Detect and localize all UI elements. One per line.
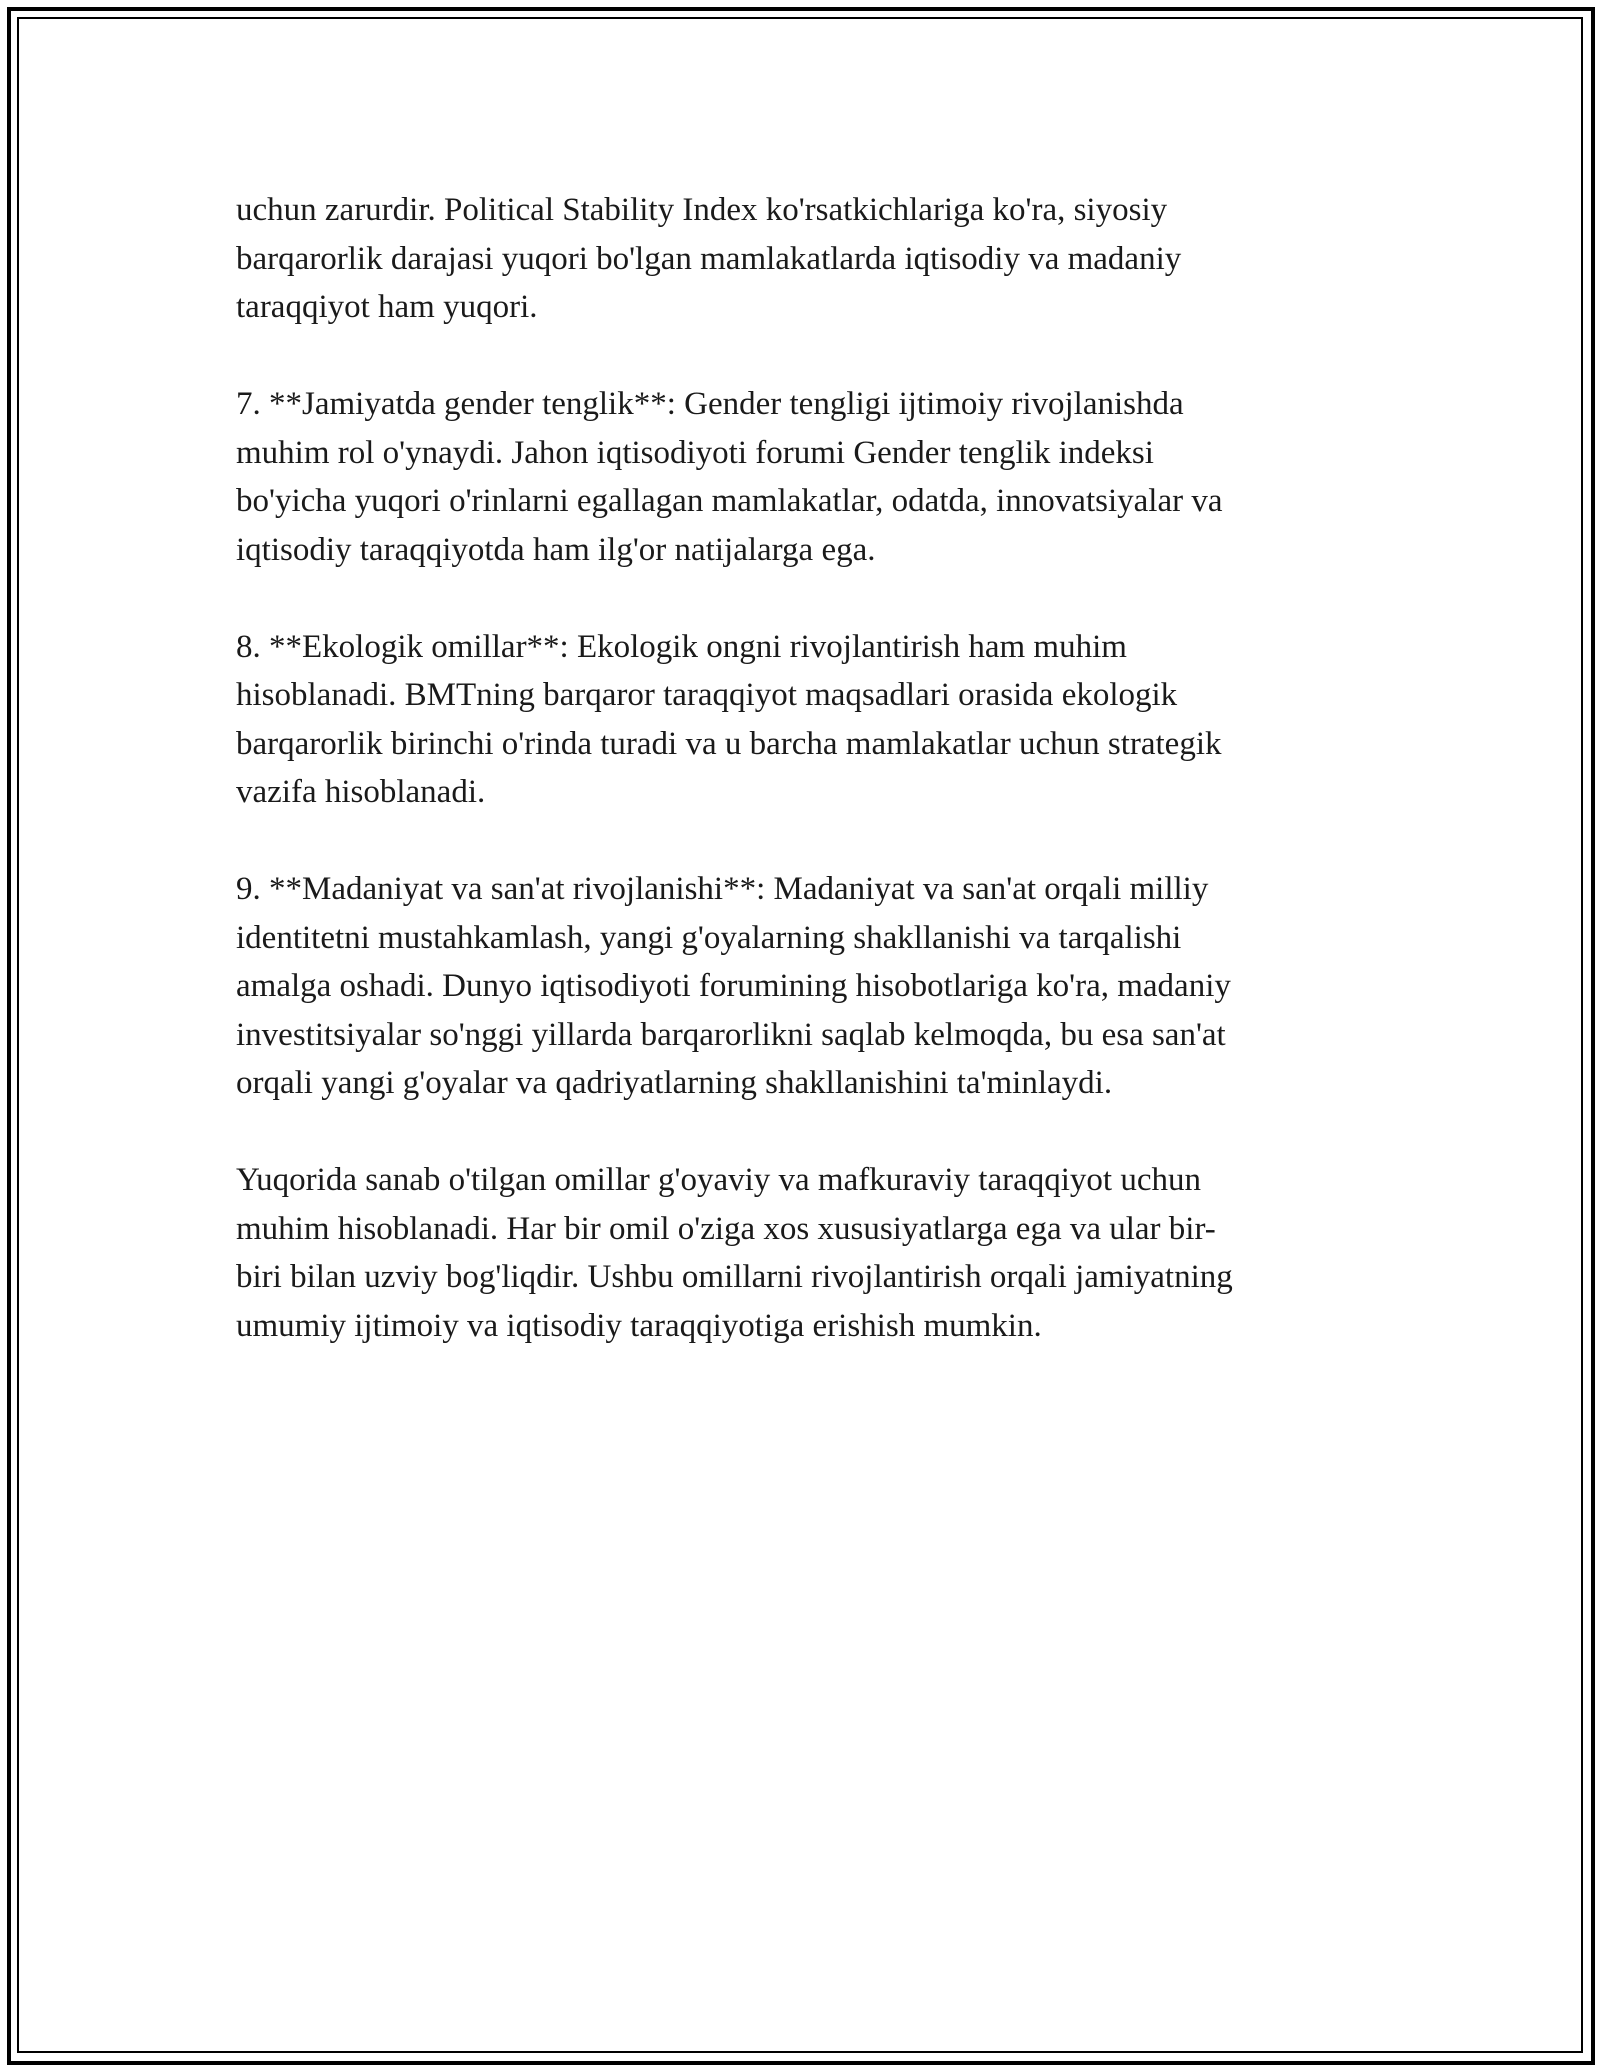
text-line: 7. **Jamiyatda gender tenglik**: Gender tengligi ijtimoiy rivojlanishda: [236, 386, 1184, 422]
paragraph-conclusion: [236, 1156, 1366, 1350]
text-line: hisoblanadi. BMTning barqaror taraqqiyot maqsadlari orasida ekologik: [236, 677, 1178, 713]
text-line: amalga oshadi. Dunyo iqtisodiyoti forumining hisobotlariga ko'ra, madaniy: [236, 968, 1231, 1004]
paragraph-item-8: [236, 623, 1366, 817]
text-line: 9. **Madaniyat va san'at rivojlanishi**: Madaniyat va san'at orqali milliy: [236, 871, 1209, 907]
text-line: vazifa hisoblanadi.: [236, 774, 486, 810]
text-line: biri bilan uzviy bog'liqdir. Ushbu omillarni rivojlantirish orqali jamiyatning: [236, 1259, 1233, 1295]
document-body: [236, 186, 1366, 1399]
text-line: orqali yangi g'oyalar va qadriyatlarning shakllanishini ta'minlaydi.: [236, 1065, 1113, 1101]
text-line: investitsiyalar so'nggi yillarda barqarorlikni saqlab kelmoqda, bu esa san'at: [236, 1016, 1226, 1053]
text-line: iqtisodiy taraqqiyotda ham ilg'or natijalarga ega.: [236, 531, 876, 568]
paragraph-item-7: [236, 380, 1366, 574]
text-line: bo'yicha yuqori o'rinlarni egallagan mamlakatlar, odatda, innovatsiyalar va: [236, 483, 1223, 519]
text-line: muhim rol o'ynaydi. Jahon iqtisodiyoti forumi Gender tenglik indeksi: [236, 434, 1154, 471]
paragraph-item-9: [236, 865, 1366, 1108]
text-line: uchun zarurdir. Political Stability Index ko'rsatkichlariga ko'ra, siyosiy: [236, 192, 1168, 228]
text-line: identitetni mustahkamlash, yangi g'oyalarning shakllanishi va tarqalishi: [236, 919, 1182, 956]
paragraph-continuation: [236, 186, 1366, 332]
text-line: barqarorlik darajasi yuqori bo'lgan mamlakatlarda iqtisodiy va madaniy: [236, 240, 1182, 277]
text-line: umumiy ijtimoiy va iqtisodiy taraqqiyotiga erishish mumkin.: [236, 1307, 1042, 1344]
text-line: taraqqiyot ham yuqori.: [236, 289, 538, 325]
text-line: 8. **Ekologik omillar**: Ekologik ongni rivojlantirish ham muhim: [236, 628, 1127, 665]
text-line: Yuqorida sanab o'tilgan omillar g'oyaviy va mafkuraviy taraqqiyot uchun: [236, 1162, 1201, 1198]
text-line: barqarorlik birinchi o'rinda turadi va u barcha mamlakatlar uchun strategik: [236, 725, 1222, 762]
text-line: muhim hisoblanadi. Har bir omil o'ziga xos xususiyatlarga ega va ular bir-: [236, 1210, 1216, 1247]
